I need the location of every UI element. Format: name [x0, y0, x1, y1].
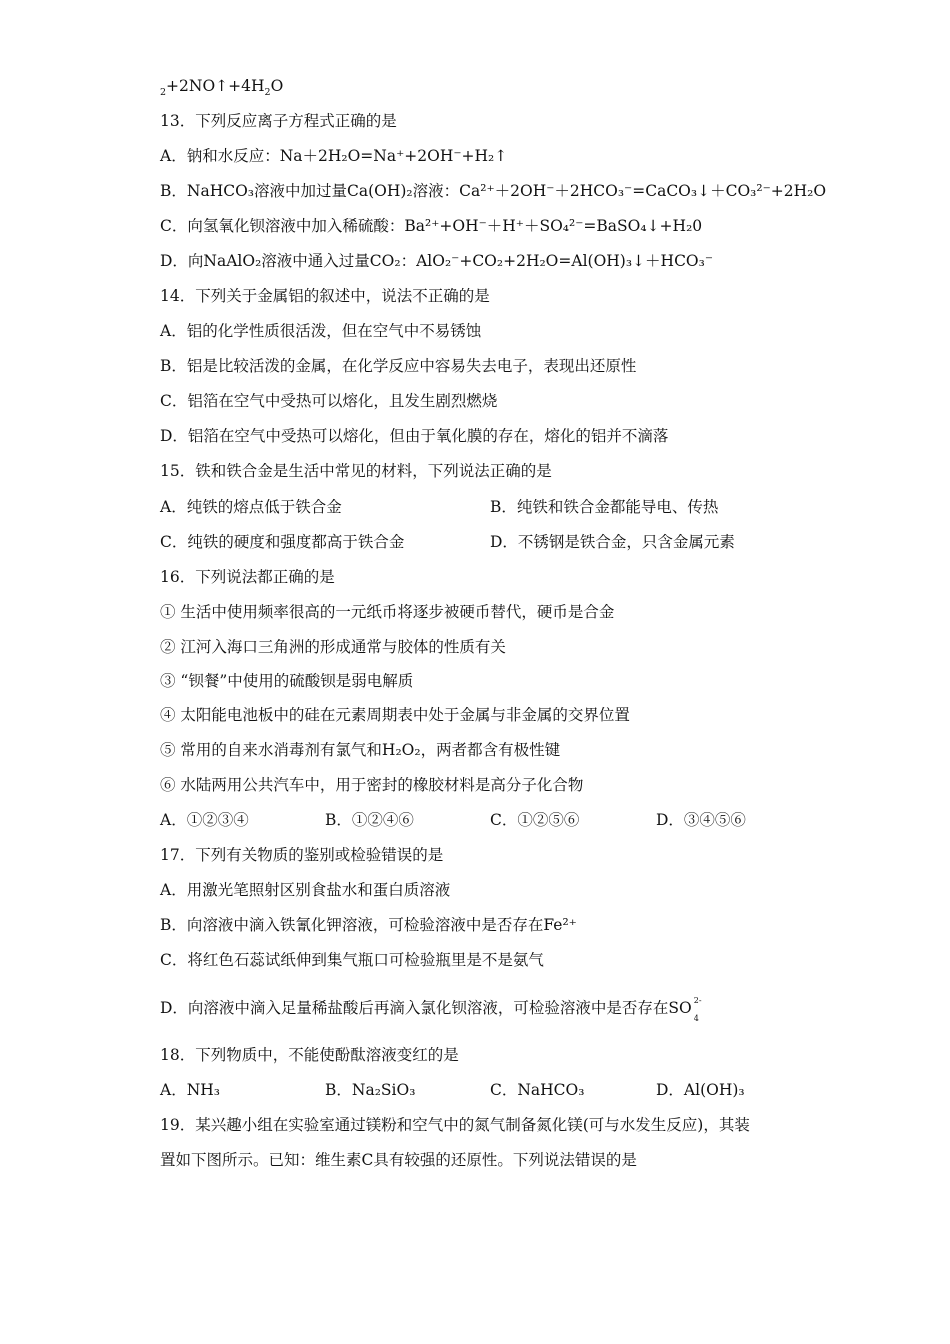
question-16-statement-4: ④ 太阳能电池板中的硅在元素周期表中处于金属与非金属的交界位置: [160, 706, 630, 724]
question-14-stem: 14．下列关于金属铝的叙述中，说法不正确的是: [160, 287, 490, 305]
question-14-option-d: D．铝箔在空气中受热可以熔化，但由于氧化膜的存在，熔化的铝并不滴落: [160, 427, 669, 445]
charge-subscript: 4: [693, 1014, 699, 1023]
question-15-option-b: B．纯铁和铁合金都能导电、传热: [490, 498, 719, 516]
question-17-option-c: C．将红色石蕊试纸伸到集气瓶口可检验瓶里是不是氨气: [160, 951, 544, 969]
question-13-option-c: C．向氢氧化钡溶液中加入稀硫酸：Ba²⁺+OH⁻＋H⁺＋SO₄²⁻=BaSO₄↓+H₂0: [160, 217, 703, 235]
question-14-option-a: A．铝的化学性质很活泼，但在空气中不易锈蚀: [160, 322, 482, 340]
question-13-option-a: A．钠和水反应：Na＋2H₂O=Na⁺+2OH⁻+H₂↑: [160, 147, 508, 165]
option-text: D．向溶液中滴入足量稀盐酸后再滴入氯化钡溶液，可检验溶液中是否存在SO: [160, 999, 692, 1017]
question-15-option-d: D．不锈钢是铁合金，只含金属元素: [490, 533, 735, 551]
question-13-option-d: D．向NaAlO₂溶液中通入过量CO₂：AlO₂⁻+CO₂+2H₂O=Al(OH)₃↓＋HCO₃⁻: [160, 252, 714, 270]
question-16-option-b: B．①②④⑥: [325, 811, 414, 829]
question-15-option-a: A．纯铁的熔点低于铁合金: [160, 498, 342, 516]
question-19-stem-line-2: 置如下图所示。已知：维生素C具有较强的还原性。下列说法错误的是: [160, 1151, 637, 1169]
question-14-option-c: C．铝箔在空气中受热可以熔化，且发生剧烈燃烧: [160, 392, 498, 410]
question-18-option-a: A．NH₃: [160, 1081, 220, 1099]
equation-text: O: [270, 77, 284, 95]
question-17-option-a: A．用激光笔照射区别食盐水和蛋白质溶液: [160, 881, 451, 899]
question-13-option-b: B．NaHCO₃溶液中加过量Ca(OH)₂溶液：Ca²⁺＋2OH⁻＋2HCO₃⁻=CaCO₃↓＋CO₃²⁻+2H₂O: [160, 182, 827, 200]
question-18-stem: 18．下列物质中，不能使酚酞溶液变红的是: [160, 1046, 459, 1064]
question-15-option-c: C．纯铁的硬度和强度都高于铁合金: [160, 533, 405, 551]
question-16-option-d: D．③④⑤⑥: [656, 811, 746, 829]
question-15-stem: 15．铁和铁合金是生活中常见的材料，下列说法正确的是: [160, 462, 552, 480]
question-18-option-c: C．NaHCO₃: [490, 1081, 585, 1099]
question-13-stem: 13．下列反应离子方程式正确的是: [160, 112, 397, 130]
question-16-statement-1: ① 生活中使用频率很高的一元纸币将逐步被硬币替代，硬币是合金: [160, 603, 615, 621]
question-16-option-a: A．①②③④: [160, 811, 249, 829]
question-18-option-b: B．Na₂SiO₃: [325, 1081, 416, 1099]
question-16-statement-5: ⑤ 常用的自来水消毒剂有氯气和H₂O₂，两者都含有极性键: [160, 741, 561, 759]
equation-continuation: [160, 76, 284, 99]
question-17-option-b: B．向溶液中滴入铁氰化钾溶液，可检验溶液中是否存在Fe²⁺: [160, 916, 577, 934]
charge-superscript: 2-: [693, 996, 702, 1005]
question-16-option-c: C．①②⑤⑥: [490, 811, 580, 829]
question-14-option-b: B．铝是比较活泼的金属，在化学反应中容易失去电子，表现出还原性: [160, 357, 637, 375]
subscript: 2: [160, 87, 167, 99]
question-18-option-d: D．Al(OH)₃: [656, 1081, 745, 1099]
question-17-option-d: [160, 996, 702, 1023]
question-19-stem-line-1: 19．某兴趣小组在实验室通过镁粉和空气中的氮气制备氮化镁(可与水发生反应)，其装: [160, 1116, 750, 1134]
subscript: 2: [264, 87, 271, 99]
question-16-statement-6: ⑥ 水陆两用公共汽车中，用于密封的橡胶材料是高分子化合物: [160, 776, 584, 794]
question-16-statement-3: ③ “钡餐”中使用的硫酸钡是弱电解质: [160, 672, 414, 690]
equation-text: +2NO↑+4H: [166, 77, 265, 95]
question-16-statement-2: ② 江河入海口三角洲的形成通常与胶体的性质有关: [160, 638, 506, 656]
question-17-stem: 17．下列有关物质的鉴别或检验错误的是: [160, 846, 444, 864]
question-16-stem: 16．下列说法都正确的是: [160, 568, 335, 586]
